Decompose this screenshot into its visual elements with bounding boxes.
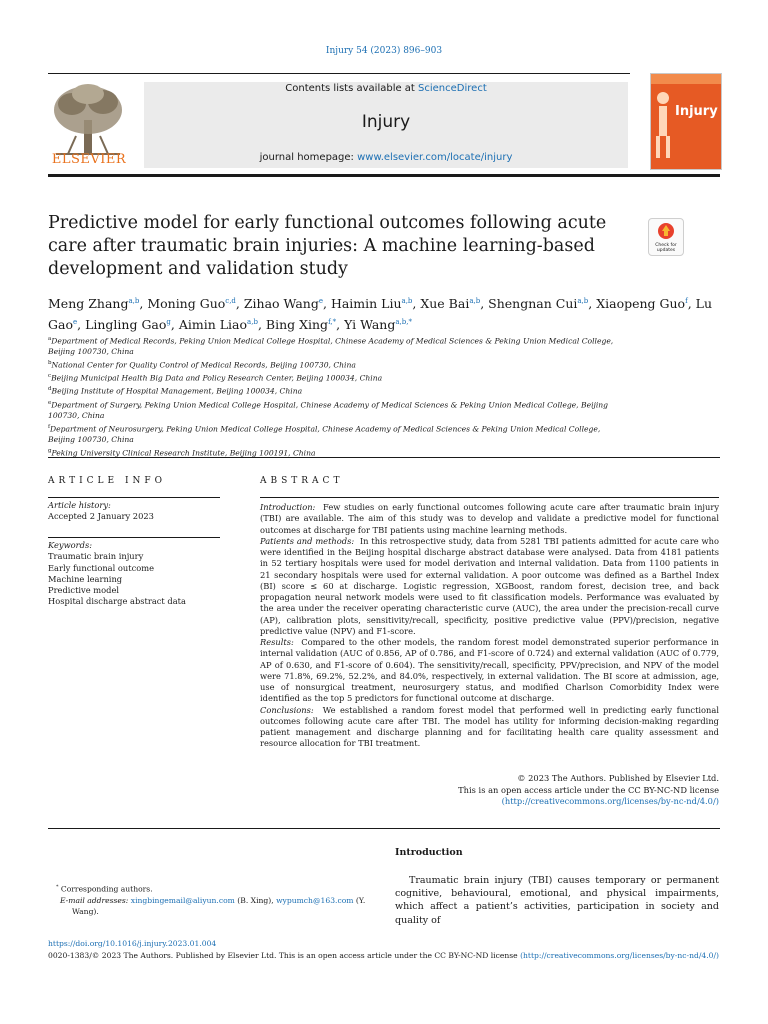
- author-name[interactable]: Zihao Wang: [243, 296, 319, 312]
- author-affiliation-marks[interactable]: f,*: [328, 318, 337, 327]
- introduction-text: Traumatic brain injury (TBI) causes temporary or permanent cognitive, behavioural, emotional, and physical impairments, which affect a patient’s activities, participation in society and quality of: [395, 875, 719, 926]
- bottom-license-text: 0020-1383/© 2023 The Authors. Published by Elsevier Ltd. This is an open access article under the CC BY-NC-ND license: [48, 951, 518, 960]
- corresponding-line: * Corresponding authors.: [56, 884, 153, 894]
- keywords-label: Keywords:: [48, 540, 93, 550]
- author-name[interactable]: Aimin Liao: [178, 317, 248, 333]
- affiliation-item: [48, 371, 628, 384]
- publisher-name: ELSEVIER: [51, 152, 127, 167]
- author-separator: ,: [588, 296, 597, 312]
- email-label: E-mail addresses:: [60, 895, 129, 905]
- check-updates-icon: [657, 222, 675, 240]
- author-name[interactable]: Lu Gao: [48, 296, 712, 333]
- abstract-section: [260, 705, 719, 750]
- affiliation-text: Peking University Clinical Research Institute, Beijing 100191, China: [51, 448, 316, 458]
- author-affiliation-marks[interactable]: a,b: [247, 318, 258, 327]
- article-info-heading: ARTICLE INFO: [48, 476, 167, 486]
- abstract-copyright: [260, 773, 719, 808]
- keywords-block: [48, 540, 220, 608]
- abstract-rule: [260, 497, 719, 498]
- bottom-license: [48, 950, 720, 962]
- abstract-section-text: In this retrospective study, data from 5281 TBI patients admitted for acute care who were identified in the Beijing hospital discharge abstract database were analysed. Data from 4181 patients in 52 tertiary hospitals were used for model derivation and internal validation. Data from 1100 patients in 21 secondary hospitals were used for external validation. A poor outcome was defined as a Barthel Index (BI) score ≤ 60 at discharge. Logistic regression, XGBoost, random forest, decision tree, and back propagation neural network models were used to fit classification models. Performance was evaluated by the area under the receiver operating characteristic curve (AUC), the area under the precision-recall curve (AP), calibration plots, sensitivity/recall, specificity, positive predictive value (PPV)/precision, negative predictive value (NPV) and F1-score.: [260, 535, 719, 636]
- keyword-item: Early functional outcome: [48, 562, 155, 573]
- affiliation-mark: b: [48, 359, 52, 366]
- history-label: Article history:: [48, 500, 111, 510]
- keyword-item: Predictive model: [48, 585, 120, 596]
- email-xing-owner: (B. Xing),: [237, 895, 274, 905]
- contents-availability: [144, 83, 628, 94]
- corresponding-footnote: [48, 882, 372, 917]
- paper-title: Predictive model for early functional outcomes following acute care after traumatic brain injuries: A machine learning-based development and validation study: [48, 213, 607, 279]
- author-name[interactable]: Lingling Gao: [85, 317, 167, 333]
- doi-link[interactable]: https://doi.org/10.1016/j.injury.2023.01.004: [48, 939, 217, 948]
- abstract-section: [260, 502, 719, 536]
- author-name[interactable]: Xiaopeng Guo: [596, 296, 686, 312]
- abstract-bottom-rule: [48, 828, 720, 829]
- header-bottom-rule: [48, 174, 720, 177]
- citation-link[interactable]: Injury 54 (2023) 896–903: [325, 46, 443, 56]
- author-name[interactable]: Yi Wang: [344, 317, 396, 333]
- author-separator: ,: [412, 296, 421, 312]
- email-xing-link[interactable]: xingbingemail@aliyun.com: [130, 895, 235, 905]
- cover-top-band: [651, 74, 721, 84]
- affiliation-text: National Center for Quality Control of Medical Records, Beijing 100730, China: [51, 360, 356, 370]
- author-separator: ,: [139, 296, 148, 312]
- abstract-section: [260, 536, 719, 637]
- journal-banner: [144, 82, 628, 168]
- affiliation-item: [48, 384, 628, 397]
- affiliation-mark: d: [48, 386, 52, 393]
- abstract-section-text: Compared to the other models, the random forest model demonstrated superior performance in internal validation (AUC of 0.856, AP of 0.786, and F1-score of 0.724) and external validation (AUC of 0.779, AP of 0.630, and F1-score of 0.604). The sensitivity/recall, specificity, PPV/precision, and NPV of the model were 71.8%, 69.2%, 52.2%, and 84.0%, respectively, in external validation. The BI score at admission, age, use of nonsurgical treatment, neurosurgery status, and modified Charlson Comorbidity Index were identified as the top 5 predictors for functional outcome at discharge.: [260, 637, 720, 704]
- homepage-link[interactable]: www.elsevier.com/locate/injury: [357, 152, 513, 163]
- author-affiliation-marks[interactable]: a,b: [401, 297, 413, 305]
- author-separator: ,: [336, 317, 345, 333]
- header-top-rule: [48, 73, 630, 74]
- journal-cover[interactable]: [650, 73, 722, 170]
- corresponding-text: Corresponding authors.: [60, 884, 153, 894]
- keywords-rule: [48, 537, 220, 538]
- history-accepted: Accepted 2 January 2023: [48, 511, 154, 522]
- email-line: [60, 895, 372, 917]
- copyright-line2: This is an open access article under the CC BY-NC-ND license: [458, 784, 719, 795]
- author-separator: ,: [235, 296, 244, 312]
- abstract-section-text: We established a random forest model that performed well in predicting early functional outcomes following acute care after TBI. The model has utility for informing decision-making regarding patient management and discharge planning and for facilitating health care quality assessment and resource allocation for TBI treatment.: [260, 704, 719, 749]
- contents-prefix: Contents lists available at: [285, 83, 419, 94]
- journal-citation[interactable]: [0, 46, 768, 56]
- elsevier-logo: [48, 80, 130, 172]
- affiliation-mark: e: [48, 399, 52, 406]
- author-name[interactable]: Shengnan Cui: [488, 296, 578, 312]
- author-affiliation-marks[interactable]: a,b: [128, 297, 140, 305]
- homepage-prefix: journal homepage:: [259, 152, 358, 163]
- abstract-section-label: Patients and methods:: [260, 535, 355, 546]
- author-affiliation-marks[interactable]: f: [685, 297, 688, 305]
- abstract-body: [260, 502, 719, 750]
- affiliations-rule: [48, 457, 720, 458]
- author-affiliation-marks[interactable]: e: [318, 297, 323, 305]
- affiliation-text: Department of Neurosurgery, Peking Union Medical College Hospital, Chinese Academy of Medical Sciences & Peking Union Medical College, Beijing 100730, China: [48, 424, 601, 444]
- badge-line2: updates: [656, 248, 676, 253]
- author-separator: ,: [322, 296, 331, 312]
- author-separator: ,: [480, 296, 489, 312]
- author-affiliation-marks[interactable]: a,b: [469, 297, 481, 305]
- affiliation-item: [48, 398, 628, 422]
- page-bottom: [48, 938, 720, 962]
- keyword-item: Traumatic brain injury: [48, 551, 144, 562]
- author-separator: ,: [77, 317, 86, 333]
- affiliation-text: Department of Medical Records, Peking Union Medical College Hospital, Chinese Academy of Medical Sciences & Peking Union Medical College, Beijing 100730, China: [48, 336, 614, 357]
- author-affiliation-marks[interactable]: a,b,*: [395, 318, 412, 327]
- abstract-section-label: Conclusions:: [260, 704, 314, 715]
- affiliation-mark: g: [48, 447, 52, 454]
- check-updates-text: [649, 243, 683, 253]
- abstract-section-label: Introduction:: [260, 502, 316, 512]
- author-name[interactable]: Moning Guo: [147, 296, 226, 312]
- affiliation-item: [48, 422, 628, 446]
- affiliation-text: Department of Surgery, Peking Union Medical College Hospital, Chinese Academy of Medical Sciences & Peking Union Medical College, Beijing 100730, China: [48, 400, 609, 420]
- badge-line1: Check for: [655, 243, 677, 248]
- introduction-heading: Introduction: [395, 847, 463, 858]
- author-name[interactable]: Xue Bai: [420, 296, 470, 312]
- abstract-section-text: Few studies on early functional outcomes following acute care after traumatic brain injury (TBI) are available. The aim of this study was to develop and validate a predictive model for functional outcomes at discharge for TBI patients using machine learning methods.: [260, 502, 720, 535]
- bottom-license-link[interactable]: (http://creativecommons.org/licenses/by-nc-nd/4.0/): [520, 951, 720, 960]
- journal-name: Injury: [361, 112, 411, 132]
- author-list: [48, 292, 728, 334]
- affiliation-mark: a: [48, 336, 52, 342]
- abstract-heading: ABSTRACT: [260, 476, 344, 486]
- keyword-item: Machine learning: [48, 573, 123, 584]
- affiliation-list: [48, 334, 628, 459]
- author-separator: ,: [170, 317, 179, 333]
- author-affiliation-marks[interactable]: e: [72, 318, 78, 327]
- cover-figure-icon: [653, 84, 677, 164]
- sciencedirect-link[interactable]: ScienceDirect: [418, 83, 487, 94]
- author-separator: ,: [687, 296, 696, 312]
- article-info-rule: [48, 497, 220, 498]
- affiliation-item: [48, 334, 628, 358]
- author-name[interactable]: Bing Xing: [265, 317, 329, 333]
- affiliation-text: Beijing Municipal Health Big Data and Policy Research Center, Beijing 100034, China: [51, 373, 383, 383]
- affiliation-item: [48, 358, 628, 371]
- author-affiliation-marks[interactable]: g: [166, 318, 171, 327]
- email-wang-owner: (Y. Wang).: [72, 895, 366, 916]
- author-separator: ,: [257, 317, 266, 333]
- author-name[interactable]: Haimin Liu: [330, 296, 402, 312]
- article-history: [48, 500, 220, 523]
- keyword-item: Hospital discharge abstract data: [48, 596, 186, 607]
- abstract-section-label: Results:: [260, 637, 294, 647]
- email-wang-link[interactable]: wypumch@163.com: [276, 895, 354, 905]
- cover-title: Injury: [675, 104, 718, 119]
- journal-homepage: [144, 152, 628, 163]
- author-name[interactable]: Meng Zhang: [48, 296, 129, 312]
- abstract-license-link[interactable]: (http://creativecommons.org/licenses/by-nc-nd/4.0/): [501, 796, 719, 806]
- check-for-updates-badge[interactable]: [648, 218, 684, 256]
- author-affiliation-marks[interactable]: a,b: [577, 297, 589, 305]
- affiliation-mark: c: [48, 373, 52, 380]
- copyright-line1: © 2023 The Authors. Published by Elsevier Ltd.: [517, 773, 719, 783]
- author-affiliation-marks[interactable]: c,d: [225, 297, 236, 305]
- affiliation-mark: f: [48, 423, 51, 430]
- affiliation-text: Beijing Institute of Hospital Management, Beijing 100034, China: [51, 386, 303, 396]
- abstract-section: [260, 637, 719, 705]
